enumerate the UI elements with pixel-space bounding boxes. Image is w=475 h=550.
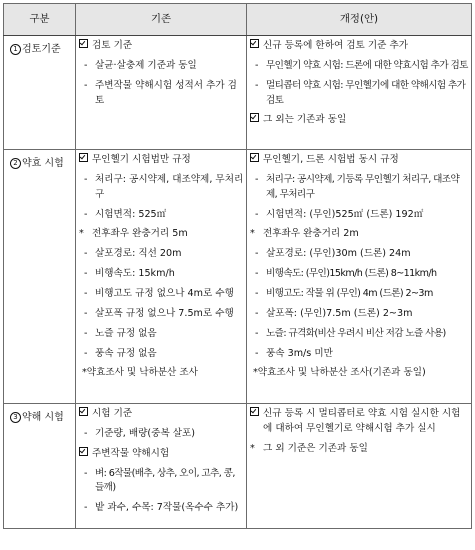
dash-bullet-icon: - — [84, 502, 88, 514]
item-text: 처리구: 공시약제, 기등록 무인헬기 처리구, 대조약제, 무처리구 — [266, 173, 460, 200]
dash-item — [79, 79, 244, 109]
item-text: 기준량, 배량(중복 살포) — [95, 427, 196, 439]
dash-bullet-icon: - — [255, 59, 259, 71]
item-text: 풍속 3m/s 미만 — [266, 347, 333, 359]
category-cell — [4, 404, 76, 529]
row-number-badge: 1 — [10, 44, 21, 55]
dash-bullet-icon: - — [84, 467, 88, 479]
dash-bullet-icon: - — [84, 347, 88, 359]
item-text: *약효조사 및 낙하분산 조사(기존과 동일) — [253, 367, 426, 379]
table-row — [4, 36, 472, 150]
item-text: 비행속도: 15km/h — [95, 268, 175, 280]
item-text: 처리구: 공시약제, 대조약제, 무처리구 — [95, 173, 244, 200]
dash-item — [79, 467, 244, 497]
checkbox-icon — [250, 407, 259, 416]
dash-bullet-icon: - — [255, 208, 259, 220]
asterisk-icon: * — [250, 442, 255, 454]
checkbox-icon — [250, 113, 259, 122]
asterisk-item — [250, 442, 469, 457]
dash-bullet-icon: - — [255, 173, 259, 185]
dash-bullet-icon: - — [84, 327, 88, 339]
dash-bullet-icon: - — [84, 173, 88, 185]
dash-bullet-icon: - — [255, 288, 259, 300]
revised-cell — [247, 150, 472, 404]
current-cell — [76, 150, 247, 404]
checklist-item — [250, 39, 469, 54]
dash-bullet-icon: - — [84, 59, 88, 71]
dash-item — [79, 327, 244, 342]
current-cell — [76, 404, 247, 529]
item-text: 신규 등록에 한하여 검토 기준 추가 — [263, 40, 408, 51]
dash-item — [250, 79, 469, 109]
header-category: 구분 — [4, 4, 76, 36]
item-text: 검토 기준 — [92, 40, 133, 51]
dash-item — [250, 347, 469, 362]
checkbox-icon — [250, 39, 259, 48]
header-current: 기존 — [76, 4, 247, 36]
comparison-table-wrapper — [3, 3, 471, 529]
dash-bullet-icon: - — [84, 248, 88, 260]
item-text: 시험면적: (무인)525㎡ (드론) 192㎡ — [266, 208, 424, 220]
checklist-item — [250, 407, 469, 437]
row-number-badge: 3 — [10, 412, 21, 423]
asterisk-icon: * — [250, 228, 255, 240]
item-text: 살포폭: (무인)7.5m (드론) 2~3m — [266, 307, 413, 319]
category-title: 검토기준 — [22, 44, 61, 55]
item-text: 노즐 규정 없음 — [95, 327, 157, 339]
dash-item — [250, 59, 469, 74]
current-cell — [76, 36, 247, 150]
item-text: 주변작물 약해시험 — [92, 447, 170, 459]
item-text: 시험면적: 525㎡ — [95, 208, 167, 220]
item-text: 밭 과수, 수목: 7작물(옥수수 추가) — [95, 502, 239, 514]
dash-item — [79, 59, 244, 74]
item-text: 벼: 6작물(배추, 상추, 오이, 고추, 콩, 들깨) — [95, 467, 235, 494]
note-item — [250, 366, 469, 381]
checkbox-icon — [79, 153, 88, 162]
dash-item — [79, 173, 244, 203]
dash-bullet-icon: - — [255, 327, 259, 339]
dash-item — [79, 287, 244, 302]
checklist-item — [250, 153, 469, 168]
table-row — [4, 150, 472, 404]
checklist-item — [250, 113, 469, 128]
dash-bullet-icon: - — [255, 347, 259, 359]
item-text: 무인헬기, 드론 시험법 동시 규정 — [263, 154, 399, 165]
checklist-item — [79, 407, 244, 422]
item-text: 비행속도: (무인)15km/h (드론) 8~11km/h — [266, 268, 437, 280]
checkbox-icon — [79, 39, 88, 48]
item-text: 살포경로: 직선 20m — [95, 248, 182, 260]
asterisk-item — [79, 227, 244, 242]
asterisk-icon: * — [79, 228, 84, 240]
checkbox-icon — [79, 447, 88, 456]
dash-bullet-icon: - — [84, 268, 88, 280]
dash-bullet-icon: - — [84, 208, 88, 220]
dash-item — [250, 267, 469, 282]
dash-item — [250, 287, 469, 302]
header-revised: 개정(안) — [247, 4, 472, 36]
dash-item — [250, 173, 469, 203]
item-text: 살균·살충제 기준과 동일 — [95, 59, 197, 71]
item-text: 풍속 규정 없음 — [95, 347, 157, 359]
asterisk-item — [250, 227, 469, 242]
note-item — [79, 366, 244, 381]
dash-item — [79, 307, 244, 322]
dash-bullet-icon: - — [255, 79, 259, 91]
dash-item — [79, 247, 244, 262]
dash-item — [79, 208, 244, 223]
item-text: 비행고도: 작물 위 (무인) 4m (드론) 2~3m — [266, 288, 433, 300]
item-text: 그 외는 기존과 동일 — [263, 114, 347, 126]
dash-item — [79, 501, 244, 516]
item-text: 주변작물 약해시험 성적서 추가 검토 — [95, 79, 237, 106]
item-text: 신규 등록 시 멀티콥터로 약효 시험 실시한 시험에 대하여 무인헬기로 약해시험 추가 실시 — [263, 408, 461, 434]
dash-bullet-icon: - — [84, 307, 88, 319]
item-text: 전후좌우 완충거리 5m — [92, 228, 188, 240]
item-text: 무인헬기 약효 시험: 드론에 대한 약효시험 추가 검토 — [266, 59, 468, 71]
dash-bullet-icon: - — [84, 79, 88, 91]
comparison-table — [3, 3, 472, 529]
item-text: 살포경로: (무인)30m (드론) 24m — [266, 248, 411, 260]
dash-bullet-icon: - — [255, 248, 259, 260]
checklist-item — [79, 39, 244, 54]
checklist-item — [79, 447, 244, 462]
item-text: 멀티콥터 약효 시험: 무인헬기에 대한 약해시험 추가 검토 — [266, 79, 466, 106]
revised-cell — [247, 36, 472, 150]
item-text: 그 외 기준은 기존과 동일 — [263, 442, 368, 454]
dash-bullet-icon: - — [84, 288, 88, 300]
item-text: 비행고도 규정 없으나 4m로 수행 — [95, 288, 234, 300]
dash-bullet-icon: - — [84, 427, 88, 439]
checklist-item — [79, 153, 244, 168]
item-text: 시험 기준 — [92, 408, 133, 419]
row-number-badge: 2 — [10, 158, 21, 169]
revised-cell — [247, 404, 472, 529]
item-text: 전후좌우 완충거리 2m — [263, 228, 359, 240]
dash-item — [250, 247, 469, 262]
dash-item — [79, 347, 244, 362]
header-row — [4, 4, 472, 36]
item-text: 노즐: 규격화(비산 우려시 비산 저감 노즐 사용) — [266, 327, 446, 339]
item-text: *약효조사 및 낙하분산 조사 — [82, 367, 198, 379]
table-row — [4, 404, 472, 529]
item-text: 무인헬기 시험법만 규정 — [92, 154, 191, 165]
dash-item — [250, 307, 469, 322]
category-title: 약효 시험 — [22, 158, 64, 169]
dash-item — [79, 427, 244, 442]
dash-bullet-icon: - — [255, 307, 259, 319]
dash-bullet-icon: - — [255, 268, 259, 280]
dash-item — [250, 208, 469, 223]
dash-item — [250, 327, 469, 342]
checkbox-icon — [250, 153, 259, 162]
checkbox-icon — [79, 407, 88, 416]
category-cell — [4, 36, 76, 150]
dash-item — [79, 267, 244, 282]
category-cell — [4, 150, 76, 404]
item-text: 살포폭 규정 없으나 7.5m로 수행 — [95, 307, 234, 319]
category-title: 약해 시험 — [22, 412, 64, 423]
